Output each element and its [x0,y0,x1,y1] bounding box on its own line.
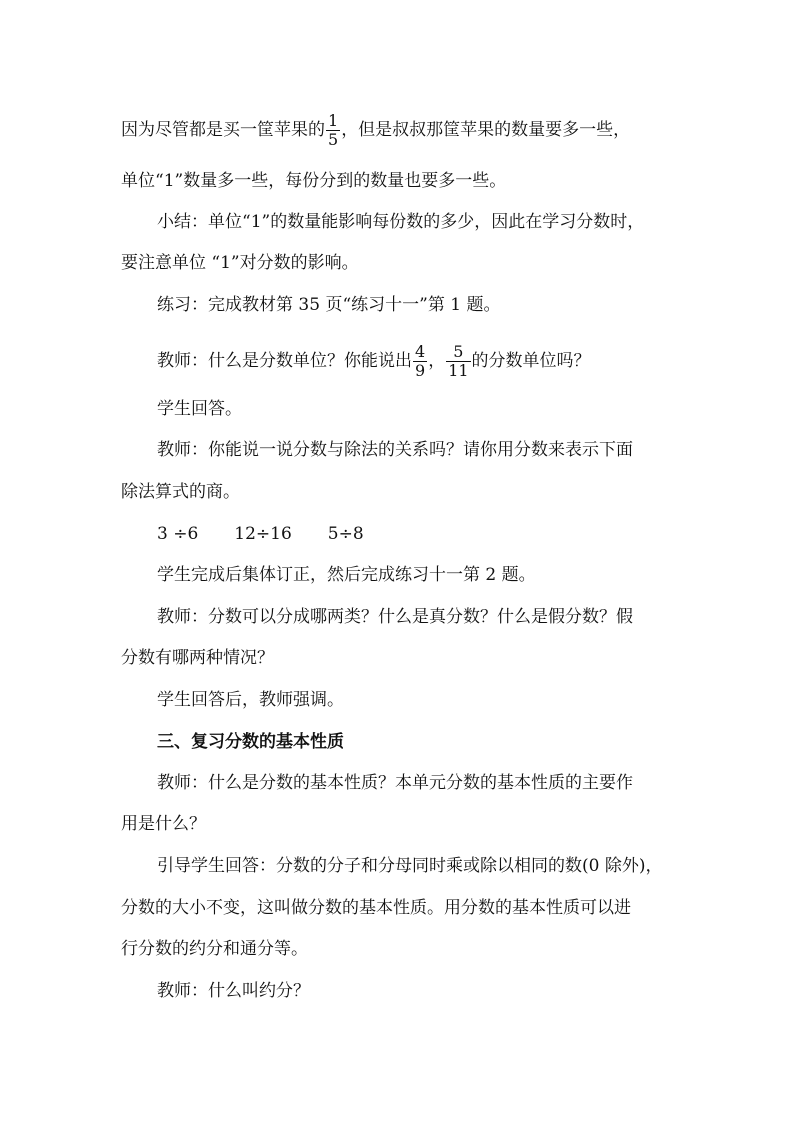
expression-3: 5÷8 [327,524,364,544]
text: 的分数单位吗？ [471,351,591,371]
question-fraction-unit [157,343,717,380]
exercise-line: 练习：完成教材第 35 页“练习十一”第 1 题。 [157,295,501,315]
fraction-numerator: 5 [446,343,470,362]
summary-line1: 小结：单位“1”的数量能影响每份数的多少，因此在学习分数时， [157,212,645,232]
division-expressions [157,522,717,546]
separator: ， [428,351,446,371]
expression-1: 3 ÷6 [157,524,199,544]
fraction-four-ninths [413,343,427,380]
correction-line: 学生完成后集体订正，然后完成练习十一第 2 题。 [157,565,536,585]
question-reduce-line: 教师：什么叫约分？ [157,981,310,1001]
fraction-denominator: 5 [328,130,339,149]
fraction-numerator: 4 [415,342,426,361]
text: 教师：什么是分数单位？你能说出 [157,351,412,371]
fraction-five-elevenths [446,343,470,380]
student-answer-line: 学生回答。 [157,399,242,419]
question-division-line1: 教师：你能说一说分数与除法的关系吗？请你用分数来表示下面 [157,440,633,460]
guide-line1: 引导学生回答：分数的分子和分母同时乘或除以相同的数(0 除外)， [157,856,663,876]
emphasis-line: 学生回答后，教师强调。 [157,690,344,710]
guide-line2: 分数的大小不变，这叫做分数的基本性质。用分数的基本性质可以进 [121,898,631,918]
question-division-line2: 除法算式的商。 [121,482,240,502]
text: 因为尽管都是买一筐苹果的 [121,120,325,140]
text: ，但是叔叔那筐苹果的数量要多一些， [341,120,631,140]
paragraph-apples-line1 [121,112,681,149]
fraction-numerator: 1 [328,111,339,130]
fraction-one-fifth [326,112,340,149]
question-types-line2: 分数有哪两种情况？ [121,648,274,668]
expression-2: 12÷16 [234,524,292,544]
guide-line3: 行分数的约分和通分等。 [121,939,308,959]
paragraph-apples-line2: 单位“1”数量多一些，每份分到的数量也要多一些。 [121,171,507,191]
section-heading: 三、复习分数的基本性质 [157,732,344,752]
question-property-line1: 教师：什么是分数的基本性质？本单元分数的基本性质的主要作 [157,773,633,793]
question-property-line2: 用是什么？ [121,814,206,834]
fraction-denominator: 11 [448,361,469,380]
question-types-line1: 教师：分数可以分成哪两类？什么是真分数？什么是假分数？假 [157,607,633,627]
fraction-denominator: 9 [415,361,426,380]
summary-line2: 要注意单位 “1”对分数的影响。 [121,253,359,273]
